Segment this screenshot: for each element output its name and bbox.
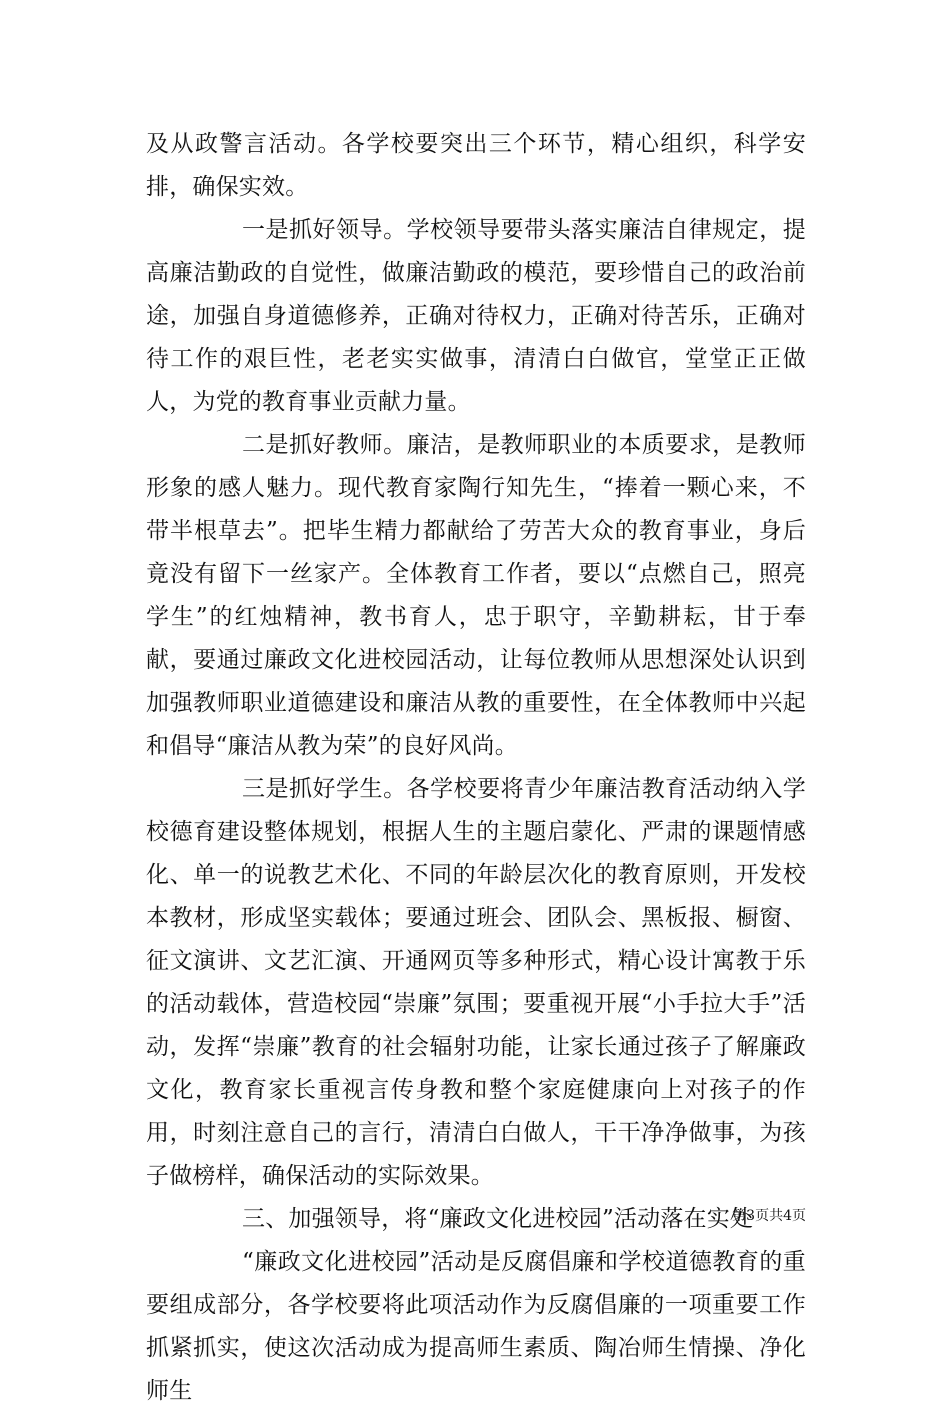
paragraph-teachers: 二是抓好教师。廉洁，是教师职业的本质要求，是教师形象的感人魅力。现代教育家陶行知先生，“捧着一颗心来，不带半根草去”。把毕生精力都献给了劳苦大众的教育事业，身后竟没有留下一丝家产。全体教育工作者，要以“点燃自己，照亮学生”的红烛精神，教书育人，忠于职守，辛勤耕耘，甘于奉献，要通过廉政文化进校园活动，让每位教师从思想深处认识到加强教师职业道德建设和廉洁从教的重要性，在全体教师中兴起和倡导“廉洁从教为荣”的良好风尚。 xyxy=(146,432,806,759)
body-text xyxy=(146,123,806,1413)
paragraph-continuation: 及从政警言活动。各学校要突出三个环节，精心组织，科学安排，确保实效。 xyxy=(146,131,806,200)
page-number-footer: 第3页共4页 xyxy=(732,1208,806,1224)
paragraph-leadership: 一是抓好领导。学校领导要带头落实廉洁自律规定，提高廉洁勤政的自觉性，做廉洁勤政的模范，要珍惜自己的政治前途，加强自身道德修养，正确对待权力，正确对待苦乐，正确对待工作的艰巨性，老老实实做事，清清白白做官，堂堂正正做人，为党的教育事业贡献力量。 xyxy=(146,217,806,415)
paragraph-students: 三是抓好学生。各学校要将青少年廉洁教育活动纳入学校德育建设整体规划，根据人生的主题启蒙化、严肃的课题情感化、单一的说教艺术化、不同的年龄层次化的教育原则，开发校本教材，形成坚实载体；要通过班会、团队会、黑板报、橱窗、征文演讲、文艺汇演、开通网页等多种形式，精心设计寓教于乐的活动载体，营造校园“崇廉”氛围；要重视开展“小手拉大手”活动，发挥“崇廉”教育的社会辐射功能，让家长通过孩子了解廉政文化，教育家长重视言传身教和整个家庭健康向上对孩子的作用，时刻注意自己的言行，清清白白做人，干干净净做事，为孩子做榜样，确保活动的实际效果。 xyxy=(146,776,806,1189)
paragraph-section-body: “廉政文化进校园”活动是反腐倡廉和学校道德教育的重要组成部分，各学校要将此项活动作为反腐倡廉的一项重要工作抓紧抓实，使这次活动成为提高师生素质、陶冶师生情操、净化师生 xyxy=(146,1249,806,1404)
section-heading: 三、加强领导，将“廉政文化进校园”活动落在实处 xyxy=(242,1206,754,1232)
